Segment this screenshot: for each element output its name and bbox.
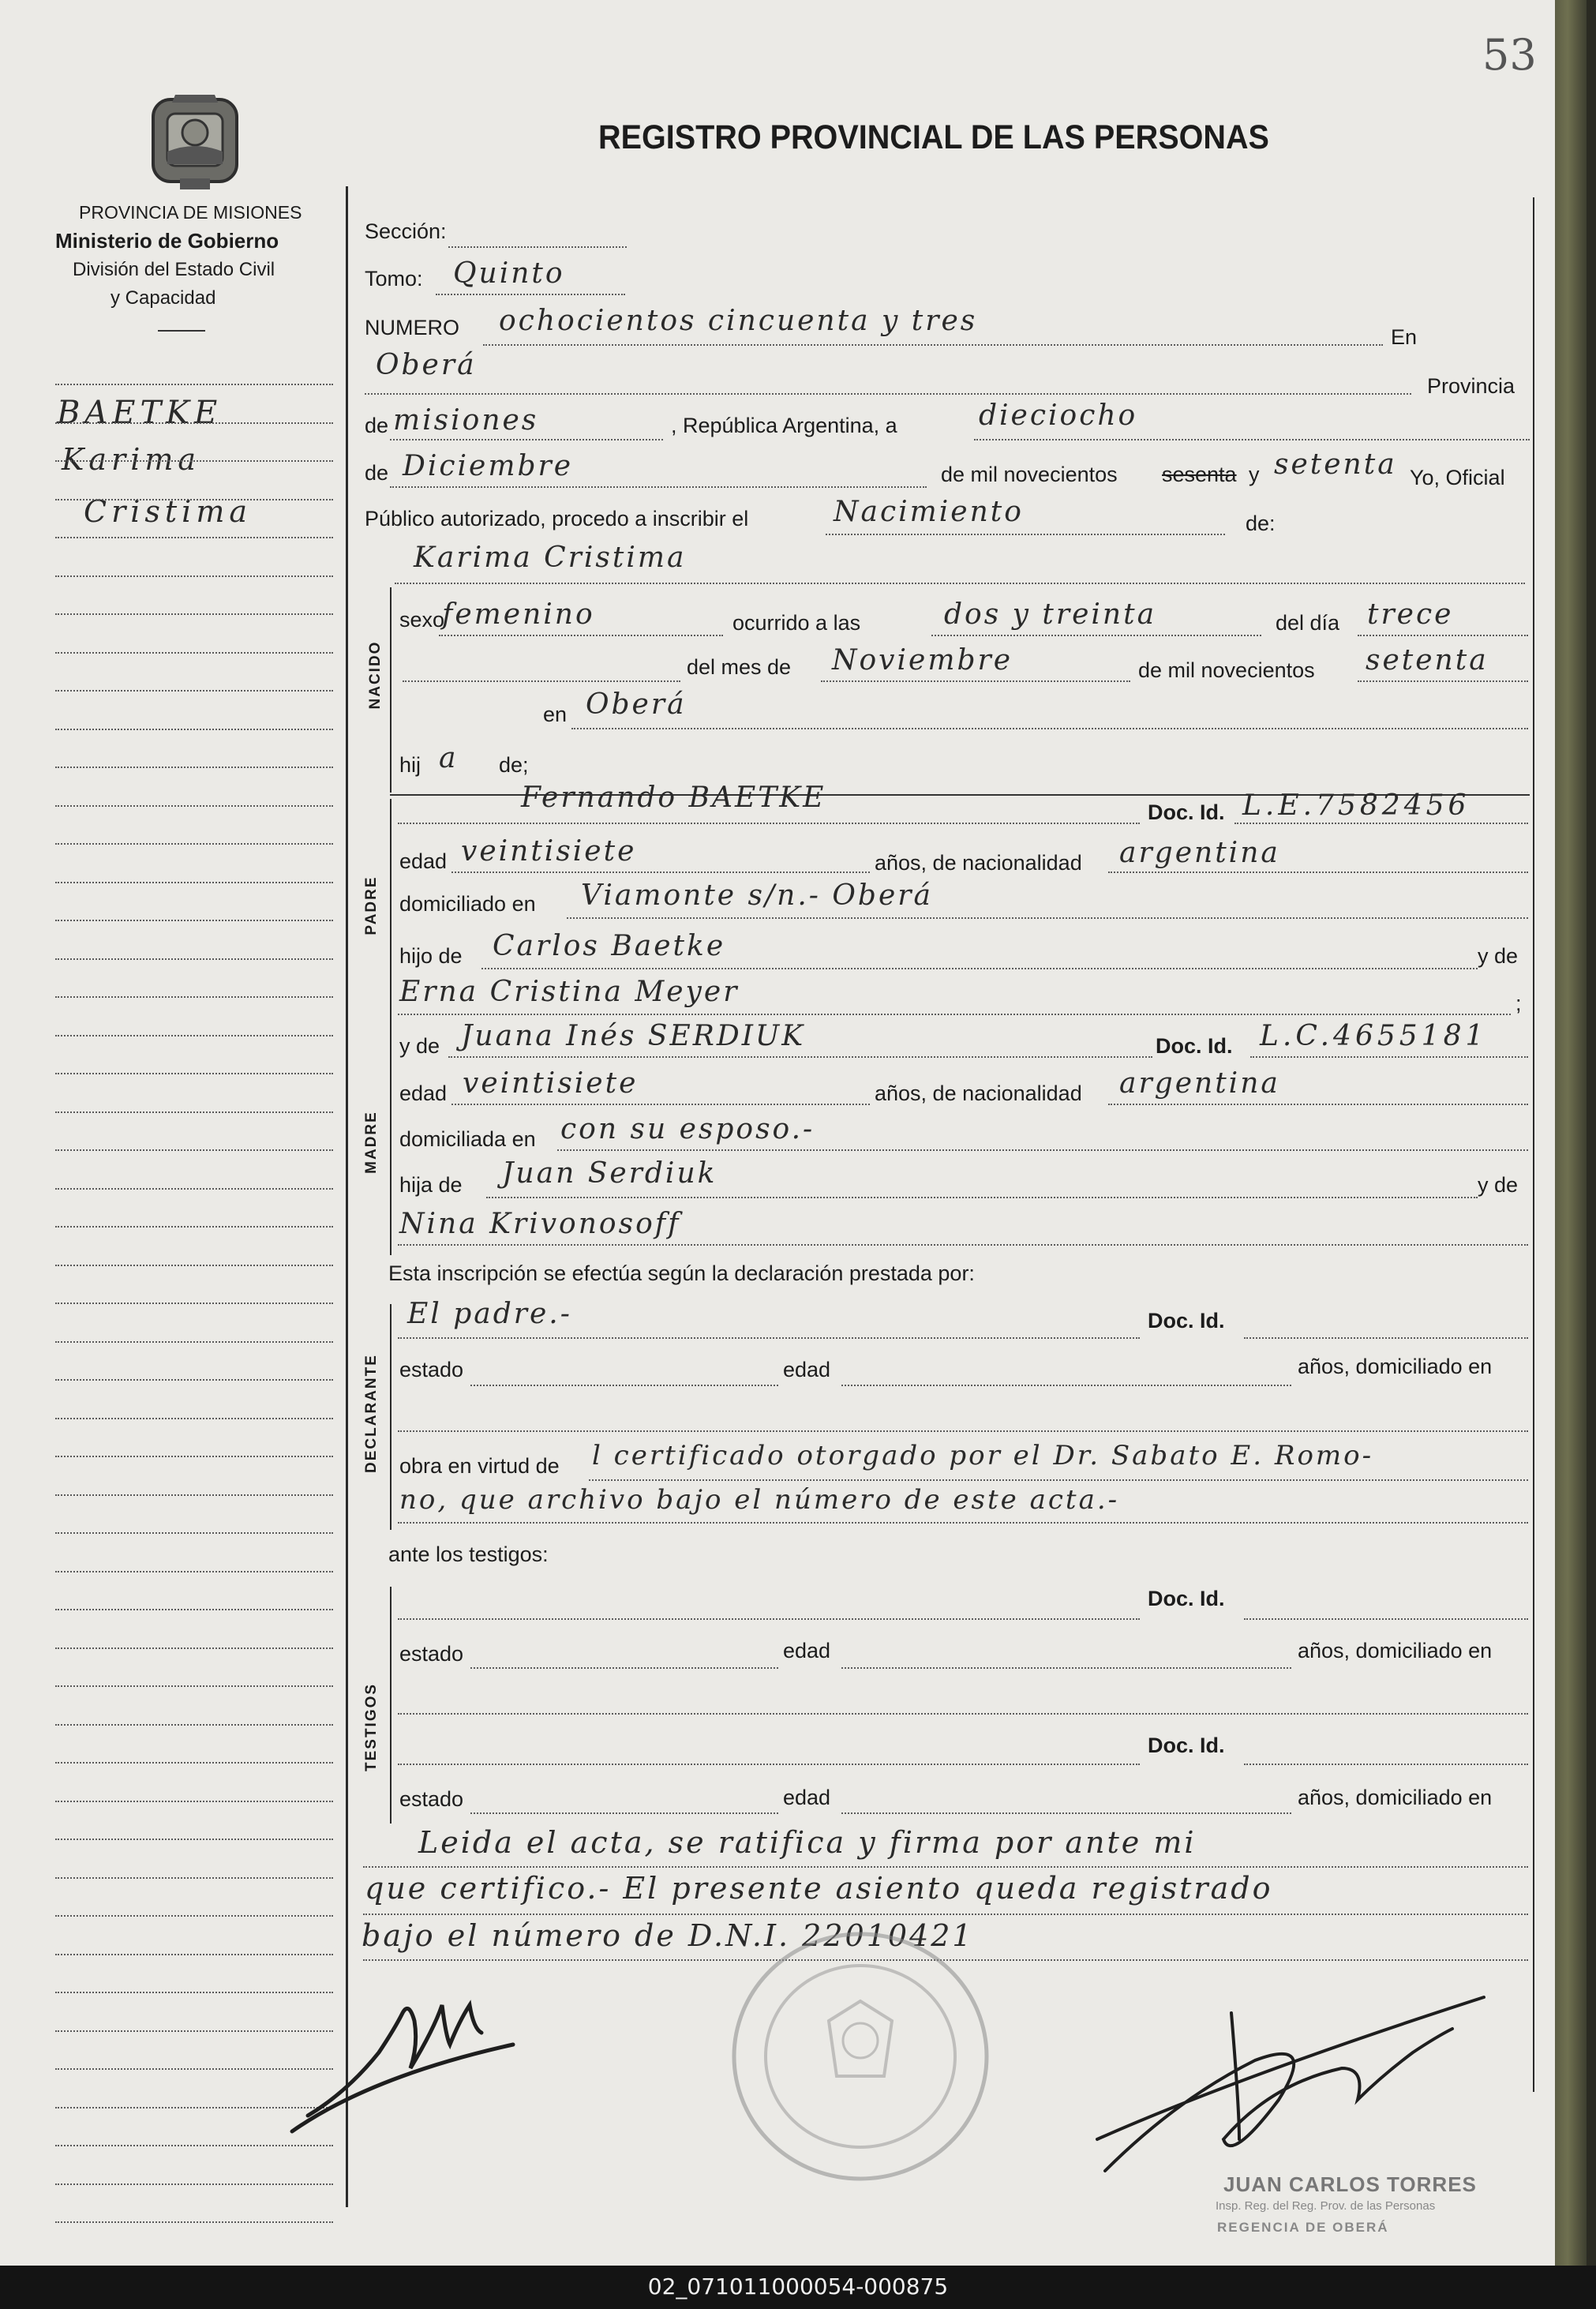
margin-ruled-line — [55, 1379, 333, 1381]
sexo-label: sexo — [399, 608, 445, 632]
margin-ruled-line — [55, 1685, 333, 1687]
margin-ruled-line — [55, 805, 333, 807]
margin-ruled-line — [55, 2183, 333, 2185]
obra-line2: no, que archivo bajo el número de este acta.- — [399, 1484, 1120, 1516]
margin-ruled-line — [55, 652, 333, 654]
declarante-value: El padre.- — [407, 1298, 572, 1330]
madre-doc-value: L.C.4655181 — [1260, 1020, 1488, 1052]
margin-ruled-line — [55, 958, 333, 960]
dotted-line — [841, 1667, 1291, 1669]
y-de-madre-label: y de — [399, 1034, 440, 1058]
section-testigos: TESTIGOS — [363, 1682, 380, 1771]
margin-ruled-line — [55, 460, 333, 462]
stamp-name: JUAN CARLOS TORRES — [1223, 2172, 1477, 2196]
dotted-line — [931, 635, 1261, 636]
dotted-line — [395, 583, 1525, 584]
dotted-line — [451, 1104, 870, 1105]
testigos-rule — [390, 1587, 392, 1824]
margin-ruled-line — [55, 2221, 333, 2223]
declarante-rule — [390, 1304, 392, 1530]
dotted-line — [841, 1385, 1291, 1386]
signature-right — [1081, 1981, 1492, 2187]
margin-ruled-line — [55, 767, 333, 768]
margin-ruled-line — [55, 729, 333, 730]
en-label: En — [1391, 325, 1418, 349]
dotted-line — [436, 294, 625, 295]
hora-value: dos y treinta — [944, 598, 1157, 631]
padre-padre-value: Carlos Baetke — [493, 930, 726, 962]
republica-label: , República Argentina, a — [671, 414, 897, 437]
dia-nac-value: trece — [1367, 598, 1454, 631]
margin-ruled-line — [55, 882, 333, 883]
image-code: 02_071011000054-000875 — [647, 2273, 949, 2300]
margin-ruled-line — [55, 1839, 333, 1840]
edad-label: edad — [783, 1358, 831, 1381]
dotted-line — [1244, 1337, 1528, 1339]
padre-nombre: Fernando BAETKE — [521, 782, 826, 814]
dotted-line — [557, 1149, 1528, 1151]
del-mes-label: del mes de — [687, 655, 792, 679]
province-line: PROVINCIA DE MISIONES — [79, 202, 302, 223]
padre-doc-label: Doc. Id. — [1148, 800, 1225, 824]
mil-novecientos-label: de mil novecientos — [941, 463, 1118, 486]
dotted-line — [1358, 680, 1528, 682]
margin-ruled-line — [55, 920, 333, 921]
domiciliada-label: domiciliada en — [399, 1127, 536, 1151]
tomo-value: Quinto — [453, 257, 565, 290]
margin-ruled-line — [55, 384, 333, 385]
padre-edad-value: veintisiete — [461, 835, 637, 868]
margin-ruled-line — [55, 996, 333, 998]
dotted-line — [841, 1812, 1291, 1814]
anio-nac-value: setenta — [1366, 644, 1489, 677]
dotted-line — [451, 871, 870, 873]
dotted-line — [398, 1337, 1140, 1339]
publico-label: Público autorizado, procedo a inscribir el — [365, 507, 749, 530]
madre-doc-label: Doc. Id. — [1156, 1034, 1233, 1058]
numero-value: ochocientos cincuenta y tres — [499, 305, 978, 337]
lugar-value: Oberá — [376, 349, 477, 381]
dotted-line — [363, 1914, 1528, 1915]
division-line: División del Estado Civil — [73, 259, 275, 280]
ocurrido-label: ocurrido a las — [732, 611, 861, 635]
declarante-doc-label: Doc. Id. — [1148, 1309, 1225, 1333]
margin-ruled-line — [55, 1341, 333, 1343]
dotted-line — [448, 246, 627, 248]
margin-ruled-line — [55, 1609, 333, 1610]
padre-madre-value: Erna Cristina Meyer — [399, 976, 740, 1008]
obra-label: obra en virtud de — [399, 1454, 560, 1478]
dotted-line — [398, 1014, 1511, 1015]
dotted-line — [403, 680, 680, 682]
madre-nombre: Juana Inés SERDIUK — [461, 1020, 806, 1052]
estado-label: estado — [399, 1358, 464, 1381]
dotted-line — [398, 1430, 1528, 1432]
y-label: y — [1249, 463, 1260, 486]
dotted-line — [481, 968, 1478, 969]
margin-ruled-line — [55, 1915, 333, 1917]
margin-ruled-line — [55, 1418, 333, 1419]
anos-dom-label: años, domiciliado en — [1298, 1786, 1493, 1809]
hij-suffix: a — [439, 742, 459, 774]
yo-oficial-label: Yo, Oficial — [1410, 466, 1505, 489]
dotted-line — [390, 486, 927, 488]
dotted-line — [1108, 871, 1528, 873]
margin-ruled-line — [55, 690, 333, 692]
dotted-line — [821, 680, 1130, 682]
dotted-line — [1244, 1764, 1528, 1765]
dotted-line — [398, 1713, 1528, 1715]
dotted-line — [398, 1764, 1140, 1765]
padre-anos-label: años, de nacionalidad — [875, 851, 1082, 875]
right-vertical-rule — [1533, 197, 1534, 2092]
dotted-line — [365, 393, 1411, 395]
page-number: 53 — [1482, 30, 1537, 80]
margin-ruled-line — [55, 1877, 333, 1879]
margin-ruled-line — [55, 1303, 333, 1304]
margin-ruled-line — [55, 537, 333, 538]
capacity-line: y Capacidad — [111, 287, 216, 309]
official-stamp — [726, 1926, 995, 2187]
dotted-line — [567, 917, 1528, 919]
madre-anos-label: años, de nacionalidad — [875, 1081, 1082, 1105]
seccion-label: Sección: — [365, 219, 447, 243]
estado-label: estado — [399, 1642, 464, 1666]
margin-ruled-line — [55, 1494, 333, 1496]
nombre-value: Karima Cristima — [414, 542, 687, 574]
dotted-line — [826, 534, 1225, 535]
section-nacido: NACIDO — [367, 640, 384, 710]
margin-ruled-line — [55, 422, 333, 424]
margin-name-second: Cristima — [84, 494, 253, 529]
edad-label: edad — [783, 1639, 831, 1662]
margin-ruled-line — [55, 1954, 333, 1955]
nacido-rule — [390, 587, 392, 793]
margin-ruled-line — [55, 499, 333, 500]
padre-nac-value: argentina — [1119, 837, 1280, 869]
margin-ruled-line — [55, 1265, 333, 1266]
margin-ruled-line — [55, 1035, 333, 1036]
acto-value: Nacimiento — [834, 496, 1024, 528]
ante-testigos-label: ante los testigos: — [388, 1542, 549, 1566]
en-lugar-label: en — [543, 703, 568, 726]
anio-value: setenta — [1274, 448, 1397, 481]
madre-nac-value: argentina — [1119, 1067, 1280, 1100]
section-declarante: DECLARANTE — [363, 1354, 380, 1473]
image-footer — [0, 2266, 1596, 2309]
dotted-line — [1108, 1104, 1528, 1105]
anos-dom-label: años, domiciliado en — [1298, 1355, 1493, 1378]
lugar-nac-value: Oberá — [586, 688, 687, 721]
testigo2-doc-label: Doc. Id. — [1148, 1734, 1225, 1757]
semicolon: ; — [1515, 991, 1522, 1015]
de-colon-label: de: — [1246, 512, 1276, 535]
provincia-label: Provincia — [1427, 374, 1515, 398]
sesenta-struck: sesenta — [1162, 463, 1237, 486]
madre-padre-value: Juan Serdiuk — [502, 1157, 717, 1190]
de-label: de — [365, 414, 389, 437]
ministry-line: Ministerio de Gobierno — [55, 229, 279, 253]
dotted-line — [398, 823, 1140, 824]
margin-ruled-line — [55, 1226, 333, 1228]
dotted-line — [1358, 635, 1528, 636]
testigo1-doc-label: Doc. Id. — [1148, 1587, 1225, 1610]
madre-edad-value: veintisiete — [463, 1067, 639, 1100]
dotted-line — [398, 1522, 1528, 1524]
margin-ruled-line — [55, 1801, 333, 1802]
del-dia-label: del día — [1276, 611, 1340, 635]
obra-line1: l certificado otorgado por el Dr. Sabato E. Romo- — [592, 1440, 1374, 1471]
hijo-de-label: hijo de — [399, 944, 463, 968]
dotted-line — [390, 439, 663, 440]
margin-ruled-line — [55, 1724, 333, 1726]
de-label: de — [365, 461, 389, 485]
dotted-line — [398, 1618, 1140, 1620]
esta-inscripcion-label: Esta inscripción se efectúa según la declaración prestada por: — [388, 1261, 975, 1285]
y-de-label: y de — [1478, 944, 1519, 968]
madre-madre-value: Nina Krivonosoff — [399, 1208, 681, 1240]
dia-value: dieciocho — [979, 399, 1138, 432]
dotted-line — [470, 1812, 778, 1814]
stamp-title: Insp. Reg. del Reg. Prov. de las Personas — [1216, 2199, 1436, 2213]
padre-doc-value: L.E.7582456 — [1242, 789, 1470, 822]
dotted-line — [470, 1667, 778, 1669]
madre-rule — [390, 1026, 392, 1255]
padre-rule — [390, 799, 392, 1028]
tomo-label: Tomo: — [365, 267, 423, 290]
stamp-office: REGENCIA DE OBERÁ — [1217, 2220, 1389, 2235]
divider — [158, 330, 205, 332]
dotted-line — [448, 1056, 1152, 1058]
sexo-value: femenino — [442, 598, 595, 631]
margin-surname: BAETKE — [57, 395, 223, 431]
margin-ruled-line — [55, 1073, 333, 1074]
margin-ruled-line — [55, 1647, 333, 1649]
provincia-value: misiones — [393, 404, 539, 437]
book-binding — [1555, 0, 1587, 2266]
dotted-line — [439, 635, 723, 636]
main-vertical-rule — [346, 186, 348, 2207]
margin-ruled-line — [55, 1571, 333, 1572]
seal-emblem — [144, 85, 246, 196]
margin-ruled-line — [55, 1456, 333, 1457]
cierre-line1: Leida el acta, se ratifica y firma por ante mi — [418, 1825, 1197, 1860]
dotted-line — [571, 728, 1528, 729]
hija-de-label: hija de — [399, 1173, 463, 1197]
dotted-line — [398, 1244, 1528, 1246]
page-title: REGISTRO PROVINCIAL DE LAS PERSONAS — [598, 118, 1269, 156]
dotted-line — [974, 439, 1530, 440]
dotted-line — [483, 344, 1383, 346]
anos-dom-label: años, domiciliado en — [1298, 1639, 1493, 1662]
mes-value: Diciembre — [403, 450, 574, 482]
margin-ruled-line — [55, 1188, 333, 1190]
padre-dom-value: Viamonte s/n.- Oberá — [581, 879, 933, 912]
margin-ruled-line — [55, 1111, 333, 1113]
de-mil-novecientos-label: de mil novecientos — [1138, 658, 1315, 682]
section-madre: MADRE — [363, 1111, 380, 1174]
numero-label: NUMERO — [365, 316, 459, 339]
dotted-line — [1234, 823, 1528, 824]
cierre-line2: que certifico.- El presente asiento queda registrado — [365, 1871, 1273, 1906]
hij-label: hij — [399, 753, 421, 777]
padre-edad-label: edad — [399, 849, 448, 873]
margin-name: Karima — [62, 442, 201, 477]
madre-edad-label: edad — [399, 1081, 448, 1105]
signature-left — [276, 1958, 545, 2147]
dotted-line — [589, 1479, 1528, 1481]
section-padre: PADRE — [363, 875, 380, 935]
mes-nac-value: Noviembre — [832, 644, 1013, 677]
dotted-line — [1250, 1056, 1528, 1058]
margin-ruled-line — [55, 843, 333, 845]
estado-label: estado — [399, 1787, 464, 1811]
dotted-line — [1244, 1618, 1528, 1620]
y-de-label: y de — [1478, 1173, 1519, 1197]
margin-ruled-line — [55, 1149, 333, 1151]
domiciliado-label: domiciliado en — [399, 892, 536, 916]
edad-label: edad — [783, 1786, 831, 1809]
margin-ruled-line — [55, 575, 333, 577]
dotted-line — [470, 1385, 778, 1386]
madre-dom-value: con su esposo.- — [560, 1113, 815, 1145]
dotted-line — [486, 1197, 1478, 1198]
margin-ruled-line — [55, 1532, 333, 1534]
dotted-line — [363, 1866, 1528, 1868]
margin-ruled-line — [55, 1762, 333, 1764]
de-semicolon-label: de; — [499, 753, 529, 777]
cierre-line3: bajo el número de D.N.I. 22010421 — [362, 1918, 974, 1953]
margin-ruled-line — [55, 613, 333, 615]
